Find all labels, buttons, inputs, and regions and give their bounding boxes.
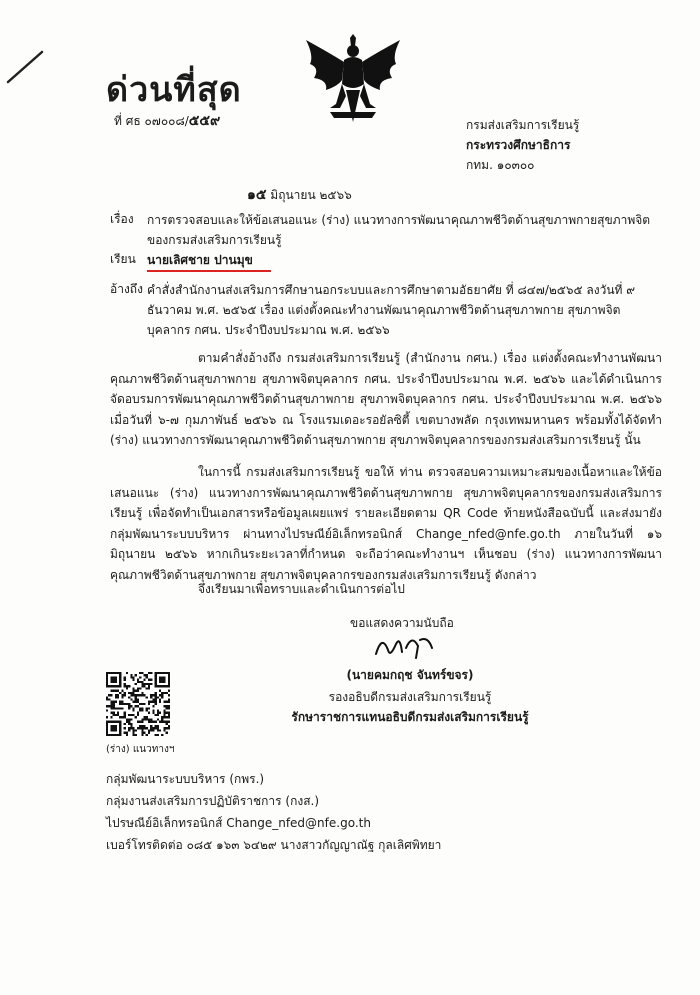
signer-name: (นายคมกฤช จันทร์ขจร) xyxy=(346,668,474,682)
org-postcode: กทม. ๑๐๓๐๐ xyxy=(466,158,535,172)
recipient-underline xyxy=(147,270,271,272)
handwritten-signature xyxy=(372,630,436,662)
reference-text: คำสั่งสำนักงานส่งเสริมการศึกษานอกระบบและการศึกษาตามอัธยาศัย ที่ ๘๔๗/๒๕๖๕ ลงวันที่ ๙ ธันวาคม พ.ศ. ๒๕๖๕ เรื่อง แต่งตั้งคณะทำงานพัฒนาคุณภาพชีวิตด้านสุขภาพกาย สุขภาพจิตบุคลากร กศน. ประจำปีงบประมาณ พ.ศ. ๒๕๖๖ xyxy=(147,283,636,337)
subject-label: เรื่อง xyxy=(110,212,134,226)
signer-position-1: รองอธิบดีกรมส่งเสริมการเรียนรู้ xyxy=(328,690,492,704)
date-month-year: มิถุนายน ๒๕๖๖ xyxy=(266,188,352,202)
org-ministry: กระทรวงศึกษาธิการ xyxy=(466,138,571,152)
qr-code-icon[interactable] xyxy=(106,672,170,736)
document-number-handwritten: ๕๕๙ xyxy=(188,113,221,129)
urgency-stamp: ด่วนที่สุด xyxy=(106,70,242,110)
subject-text: การตรวจสอบและให้ข้อเสนอแนะ (ร่าง) แนวทางการพัฒนาคุณภาพชีวิตด้านสุขภาพกายสุขภาพจิตของกรมส่งเสริมการเรียนรู้ xyxy=(147,213,651,247)
footer-email: ไปรษณีย์อิเล็กทรอนิกส์ Change_nfed@nfe.go.th xyxy=(106,816,371,830)
date-day-handwritten: ๑๕ xyxy=(247,187,267,203)
footer-phone: เบอร์โทรติดต่อ ๐๘๕ ๑๖๓ ๖๔๒๙ นางสาวกัญญาณัฐ กุลเลิศพิทยา xyxy=(106,838,442,852)
reference-label: อ้างถึง xyxy=(110,282,143,296)
signer-position-2: รักษาราชการแทนอธิบดีกรมส่งเสริมการเรียนรู้ xyxy=(291,710,529,724)
body-paragraph-3: จึงเรียนมาเพื่อทราบและดำเนินการต่อไป xyxy=(198,582,405,596)
closing-phrase: ขอแสดงความนับถือ xyxy=(350,616,454,630)
pen-slash-mark xyxy=(6,48,44,84)
body-paragraph-1: ตามคำสั่งอ้างถึง กรมส่งเสริมการเรียนรู้ (สำนักงาน กศน.) เรื่อง แต่งตั้งคณะทำงานพัฒนาคุณภาพชีวิตด้านสุขภาพกาย สุขภาพจิตบุคลากร กศน. ประจำปีงบประมาณ พ.ศ. ๒๕๖๖ และได้ดำเนินการจัดอบรมการพัฒนาคุณภาพชีวิตด้านสุขภาพกาย สุขภาพจิตบุคลากร กศน. ประจำปีงบประมาณ พ.ศ. ๒๕๖๖ เมื่อวันที่ ๖-๗ กุมภาพันธ์ ๒๕๖๖ ณ โรงแรมเดอะรอยัลซิตี้ เขตบางพลัด กรุงเทพมหานคร พร้อมทั้งได้จัดทำ (ร่าง) แนวทางการพัฒนาคุณภาพชีวิตด้านสุขภาพกาย สุขภาพจิตบุคลากรของกรมส่งเสริมการเรียนรู้ นั้น xyxy=(110,351,662,447)
document-number xyxy=(114,110,220,132)
document-number-prefix: ที่ ศธ ๐๗๐๐๘/ xyxy=(114,114,189,128)
body-paragraph-2: ในการนี้ กรมส่งเสริมการเรียนรู้ ขอให้ ท่าน ตรวจสอบความเหมาะสมของเนื้อหาและให้ข้อเสนอแนะ (ร่าง) แนวทางการพัฒนาคุณภาพชีวิตด้านสุขภาพกาย สุขภาพจิตบุคลากรของกรมส่งเสริมการเรียนรู้ เพื่อจัดทำเป็นเอกสารหรือข้อมูลเผยแพร่ รายละเอียดตาม QR Code ท้ายหนังสือฉบับนี้ และส่งมายังกลุ่มพัฒนาระบบบริหาร ผ่านทางไปรษณีย์อิเล็กทรอนิกส์ Change_nfed@nfe.go.th ภายในวันที่ ๑๖ มิถุนายน ๒๕๖๖ หากเกินระยะเวลาที่กำหนด จะถือว่าคณะทำงานฯ เห็นชอบ (ร่าง) แนวทางการพัฒนาคุณภาพชีวิตด้านสุขภาพกาย สุขภาพจิตบุคลากรของกรมส่งเสริมการเรียนรู้ ดังกล่าว xyxy=(110,465,662,582)
footer-division: กลุ่มพัฒนาระบบบริหาร (กพร.) xyxy=(106,772,265,786)
org-department: กรมส่งเสริมการเรียนรู้ xyxy=(466,118,580,132)
qr-caption: (ร่าง) แนวทางฯ xyxy=(106,744,175,755)
recipient-label: เรียน xyxy=(110,252,136,266)
recipient-name: นายเลิศชาย ปานมุข xyxy=(147,253,253,267)
garuda-emblem-icon xyxy=(300,34,406,126)
footer-section: กลุ่มงานส่งเสริมการปฏิบัติราชการ (กงส.) xyxy=(106,794,320,808)
letter-date xyxy=(247,184,352,206)
